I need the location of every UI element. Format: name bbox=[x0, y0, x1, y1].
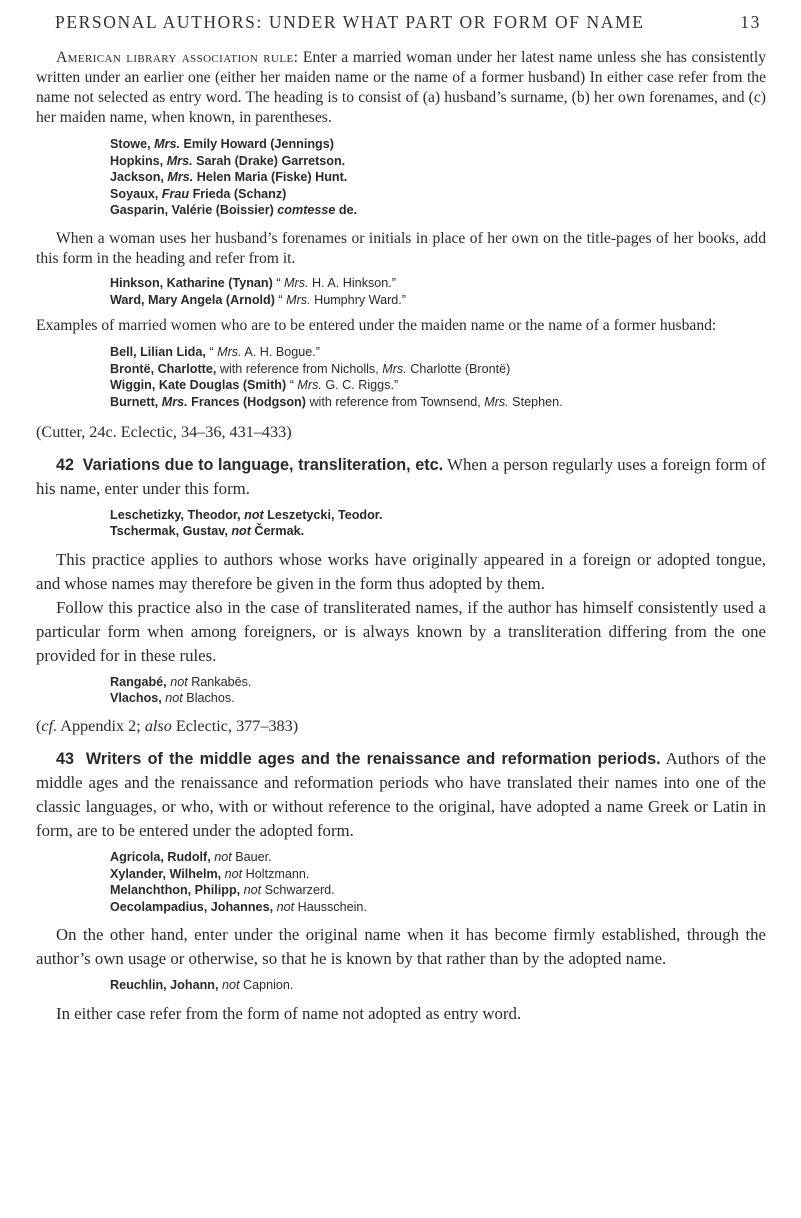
example-entry: Hopkins, Mrs. Sarah (Drake) Garretson. bbox=[110, 153, 346, 168]
example-entry: Agricola, Rudolf, not Bauer. bbox=[110, 849, 272, 864]
section-title: Variations due to language, transliteration, etc. bbox=[82, 455, 444, 474]
example-entry: Vlachos, not Blachos. bbox=[110, 691, 235, 706]
example-entry: Oecolampadius, Johannes, not Hausschein. bbox=[110, 899, 367, 914]
section-text: When a person regularly uses a foreign form of his name, enter under this form. bbox=[36, 454, 767, 498]
example-entry: Jackson, Mrs. Helen Maria (Fiske) Hunt. bbox=[110, 170, 348, 185]
example-entry: Stowe, Mrs. Emily Howard (Jennings) bbox=[110, 137, 334, 151]
example-entry: Ward, Mary Angela (Arnold) “ Mrs. Humphry Ward.” bbox=[110, 292, 406, 307]
example-entry: Leschetizky, Theodor, not Leszetycki, Teodor. bbox=[110, 507, 383, 522]
example-entry: Xylander, Wilhelm, not Holtzmann. bbox=[110, 866, 310, 881]
section-42 bbox=[36, 453, 766, 501]
final-paragraph: In either case refer from the form of name not adopted as entry word. bbox=[56, 1003, 522, 1023]
running-title: PERSONAL AUTHORS: UNDER WHAT PART OR FORM OF NAME bbox=[55, 12, 645, 32]
example-list-husband-forenames bbox=[36, 275, 766, 308]
forenames-paragraph: When a woman uses her husband’s forenames or initials in place of her own on the title-pages of her books, add this form in the heading and refer from it. bbox=[36, 229, 766, 267]
example-entry: Reuchlin, Johann, not Capnion. bbox=[110, 978, 294, 993]
section-number: 43 bbox=[56, 749, 75, 768]
example-entry: Hinkson, Katharine (Tynan) “ Mrs. H. A. Hinkson.” bbox=[110, 275, 396, 290]
example-entry: Brontë, Charlotte, with reference from Nicholls, Mrs. Charlotte (Brontë) bbox=[110, 361, 511, 376]
example-list-married-names bbox=[36, 136, 766, 219]
transliteration-paragraph: Follow this practice also in the case of transliterated names, if the author has himself consistently used a particular form when among foreigners, or is always known by a transliteration differing from the one provided for in these rules. bbox=[36, 597, 766, 665]
original-name-paragraph: On the other hand, enter under the original name when it has become firmly established, through the author’s own usage or otherwise, so that he is known by that rather than by the adopted name. bbox=[36, 925, 766, 969]
page-number: 13 bbox=[740, 12, 761, 32]
example-entry: Tschermak, Gustav, not Čermak. bbox=[110, 524, 305, 539]
example-entry: Burnett, Mrs. Frances (Hodgson) with reference from Townsend, Mrs. Stephen. bbox=[110, 394, 563, 409]
section-number: 42 bbox=[56, 455, 75, 474]
example-entry: Melanchthon, Philipp, not Schwarzerd. bbox=[110, 883, 335, 898]
reference-cutter: (Cutter, 24c. Eclectic, 34–36, 431–433) bbox=[36, 422, 292, 441]
example-list-original-names bbox=[36, 977, 766, 994]
maiden-name-paragraph: Examples of married women who are to be entered under the maiden name or the name of a former husband: bbox=[36, 317, 717, 335]
example-entry: Gasparin, Valérie (Boissier) comtesse de. bbox=[110, 203, 358, 218]
example-list-transliterations bbox=[36, 674, 766, 707]
example-entry: Rangabé, not Rankabēs. bbox=[110, 674, 252, 689]
section-title: Writers of the middle ages and the renaissance and reformation periods. bbox=[85, 749, 661, 768]
section-43 bbox=[36, 747, 766, 843]
page-body bbox=[36, 48, 766, 1026]
practice-paragraph: This practice applies to authors whose works have originally appeared in a foreign or adopted tongue, and whose names may therefore be given in the form thus adopted by them. bbox=[36, 549, 766, 593]
reference-appendix: (cf. Appendix 2; also Eclectic, 377–383) bbox=[36, 716, 299, 735]
example-entry: Soyaux, Frau Frieda (Schanz) bbox=[110, 186, 287, 201]
rule-text: Enter a married woman under her latest name unless she has consistently written under an earlier one (either her maiden name or the name of a former husband) In either case refer from the name not selected as entry word. The heading is to consist of (a) husband’s surname, (b) her own forenames, and (c) her maiden name, when known, in parentheses. bbox=[36, 49, 766, 126]
ala-rule-paragraph bbox=[36, 48, 766, 128]
example-entry: Bell, Lilian Lida, “ Mrs. A. H. Bogue.” bbox=[110, 345, 320, 360]
section-text: Authors of the middle ages and the renaissance and reformation periods who have translated their names into one of the classic languages, or who, with or without reference to the original, have adopted a name Greek or Latin in form, are to be entered under the adopted form. bbox=[36, 748, 766, 840]
example-list-foreign-forms bbox=[36, 507, 766, 540]
example-list-maiden-names bbox=[36, 344, 766, 410]
example-entry: Wiggin, Kate Douglas (Smith) “ Mrs. G. C. Riggs.” bbox=[110, 378, 399, 393]
example-list-latinized-names bbox=[36, 849, 766, 915]
rule-label: American library association rule: bbox=[56, 49, 299, 66]
